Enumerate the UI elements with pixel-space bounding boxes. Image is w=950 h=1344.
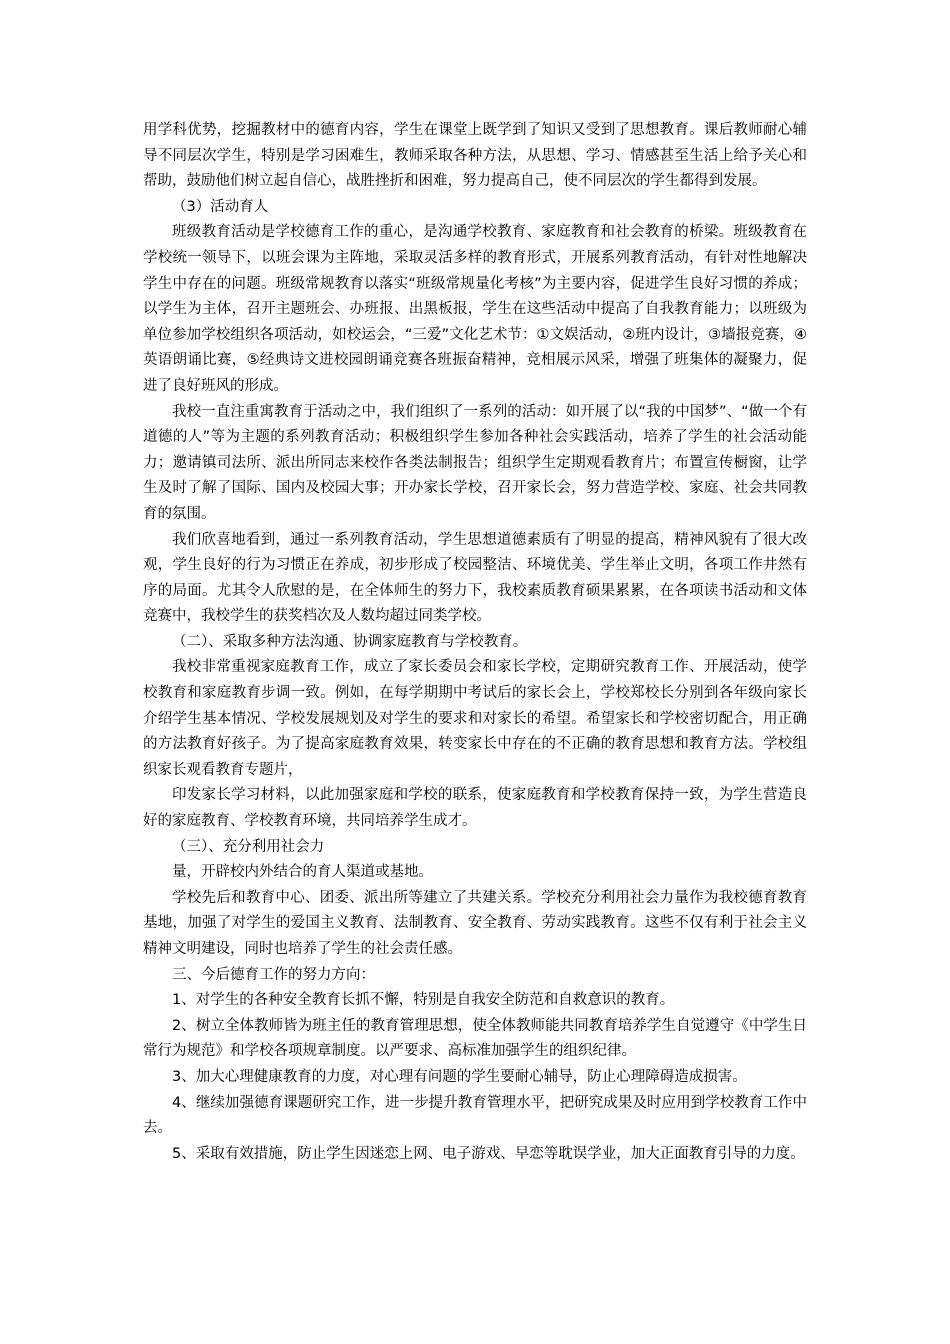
list-item: 5、采取有效措施，防止学生因迷恋上网、电子游戏、早恋等耽误学业，加大正面教育引导的力度。 — [172, 1145, 805, 1162]
section-heading: 三、今后德育工作的努力方向： — [172, 966, 375, 983]
section-heading: （二）、采取多种方法沟通、协调家庭教育与学校教育。 — [172, 633, 528, 650]
paragraph: 学校先后和教育中心、团委、派出所等建立了共建关系。学校充分利用社会力量作为我校德育教育基地，加强了对学生的爱国主义教育、法制教育、安全教育、劳动实践教育。这些不仅有利于社会主义精神文明建设，同时也培养了学生的社会责任感。 — [143, 889, 807, 957]
paragraph: 量，开辟校内外结合的育人渠道或基地。 — [172, 864, 433, 881]
paragraph: 印发家长学习材料，以此加强家庭和学校的联系，使家庭教育和学校教育保持一致，为学生营造良好的家庭教育、学校教育环境，共同培养学生成才。 — [143, 787, 807, 830]
paragraph: 用学科优势，挖掘教材中的德育内容，学生在课堂上既学到了知识又受到了思想教育。课后教师耐心辅导不同层次学生，特别是学习困难生，教师采取各种方法，从思想、学习、情感甚至生活上给予关心和帮助，鼓励他们树立起自信心，战胜挫折和困难，努力提高自己，使不同层次的学生都得到发展。 — [143, 122, 807, 190]
paragraph: 我校一直注重寓教育于活动之中，我们组织了一系列的活动：如开展了以“我的中国梦”、“做一个有道德的人”等为主题的系列教育活动；积极组织学生参加各种社会实践活动，培养了学生的社会活动能力；邀请镇司法所、派出所同志来校作各类法制报告；组织学生定期观看教育片；布置宣传橱窗，让学生及时了解了国际、国内及校园大事；开办家长学校，召开家长会，努力营造学校、家庭、社会共同教育的氛围。 — [143, 403, 807, 522]
document-body — [143, 118, 807, 1167]
list-item: 1、对学生的各种安全教育长抓不懈，特别是自我安全防范和自救意识的教育。 — [172, 992, 675, 1009]
paragraph: 我校非常重视家庭教育工作，成立了家长委员会和家长学校，定期研究教育工作、开展活动，使学校教育和家庭教育步调一致。例如，在每学期期中考试后的家长会上，学校郑校长分别到各年级向家长介绍学生基本情况、学校发展规划及对学生的要求和对家长的希望。希望家长和学校密切配合，用正确的方法教育好孩子。为了提高家庭教育效果，转变家长中存在的不正确的教育思想和教育方法。学校组织家长观看教育专题片， — [143, 659, 807, 778]
list-item: 2、树立全体教师皆为班主任的教育管理思想，使全体教师能共同教育培养学生自觉遵守《中学生日常行为规范》和学校各项规章制度。以严要求、高标准加强学生的组织纪律。 — [143, 1017, 807, 1060]
list-item: 3、加大心理健康教育的力度，对心理有问题的学生要耐心辅导，防止心理障碍造成损害。 — [172, 1068, 747, 1085]
section-heading: （三）、充分利用社会力 — [172, 838, 325, 855]
section-heading: （3）活动育人 — [172, 198, 269, 215]
paragraph: 班级教育活动是学校德育工作的重心，是沟通学校教育、家庭教育和社会教育的桥梁。班级教育在学校统一领导下，以班会课为主阵地，采取灵活多样的教育形式，开展系列教育活动，有针对性地解决学生中存在的问题。班级常规教育以落实“班级常规量化考核”为主要内容，促进学生良好习惯的养成；以学生为主体，召开主题班会、办班报、出黑板报，学生在这些活动中提高了自我教育能力；以班级为单位参加学校组织各项活动，如校运会，“三爱”文化艺术节：①文娱活动，②班内设计，③墙报竞赛，④英语朗诵比赛，⑤经典诗文进校园朗诵竞赛各班振奋精神，竞相展示风采，增强了班集体的凝聚力，促进了良好班风的形成。 — [143, 224, 807, 394]
list-item: 4、继续加强德育课题研究工作，进一步提升教育管理水平，把研究成果及时应用到学校教育工作中去。 — [143, 1094, 807, 1137]
paragraph: 我们欣喜地看到，通过一系列教育活动，学生思想道德素质有了明显的提高，精神风貌有了很大改观，学生良好的行为习惯正在养成，初步形成了校园整洁、环境优美、学生举止文明，各项工作井然有序的局面。尤其令人欣慰的是，在全体师生的努力下，我校素质教育硕果累累，在各项读书活动和文体竞赛中，我校学生的获奖档次及人数均超过同类学校。 — [143, 531, 807, 625]
